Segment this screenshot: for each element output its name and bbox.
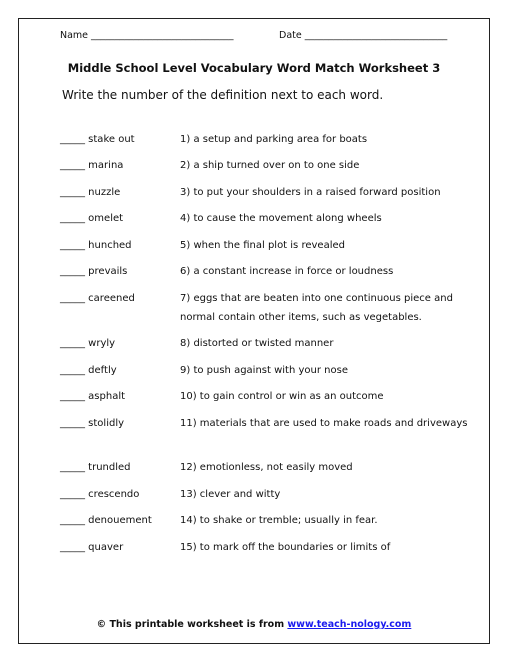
vocab-definition: 15) to mark off the boundaries or limits of: [180, 542, 391, 553]
vocab-word: _____ deftly: [60, 365, 117, 376]
vocab-word: _____ omelet: [60, 213, 124, 224]
date-field: Date ______________________________: [279, 30, 448, 41]
vocab-word: _____ stolidly: [60, 418, 125, 429]
vocab-definition: 6) a constant increase in force or loudness: [180, 266, 394, 277]
vocab-list: [19, 19, 489, 643]
name-field: Name ______________________________: [60, 30, 234, 41]
vocab-word: _____ trundled: [60, 462, 131, 473]
vocab-word: _____ prevails: [60, 266, 128, 277]
vocab-definition: 7) eggs that are beaten into one continuous piece and normal contain other items, such as vegetables.: [180, 293, 453, 323]
vocab-definition: 2) a ship turned over on to one side: [180, 160, 360, 171]
vocab-definition: 13) clever and witty: [180, 489, 281, 500]
vocab-word: _____ nuzzle: [60, 187, 121, 198]
vocab-word: _____ stake out: [60, 134, 135, 145]
vocab-word: _____ quaver: [60, 542, 124, 553]
vocab-word: _____ wryly: [60, 338, 116, 349]
instructions: Write the number of the definition next to each word.: [62, 88, 384, 102]
vocab-definition: 9) to push against with your nose: [180, 365, 348, 376]
vocab-word: _____ asphalt: [60, 391, 126, 402]
footer: [19, 619, 489, 630]
vocab-definition: 1) a setup and parking area for boats: [180, 134, 368, 145]
vocab-word: _____ crescendo: [60, 489, 140, 500]
vocab-definition: 11) materials that are used to make roads and driveways: [180, 418, 468, 429]
vocab-definition: 5) when the final plot is revealed: [180, 240, 345, 251]
worksheet-page: [18, 18, 490, 644]
vocab-word: _____ hunched: [60, 240, 132, 251]
worksheet-title: Middle School Level Vocabulary Word Match Worksheet 3: [67, 61, 441, 75]
footer-text: © This printable worksheet is from: [96, 619, 288, 630]
vocab-word: _____ careened: [60, 293, 135, 304]
vocab-definition: 12) emotionless, not easily moved: [180, 462, 353, 473]
vocab-definition: 14) to shake or tremble; usually in fear.: [180, 515, 378, 526]
vocab-definition: 10) to gain control or win as an outcome: [180, 391, 384, 402]
footer-link[interactable]: www.teach-nology.com: [287, 619, 412, 630]
vocab-word: _____ denouement: [60, 515, 152, 526]
vocab-definition: 8) distorted or twisted manner: [180, 338, 334, 349]
vocab-definition: 3) to put your shoulders in a raised forward position: [180, 187, 441, 198]
vocab-word: _____ marina: [60, 160, 124, 171]
vocab-definition: 4) to cause the movement along wheels: [180, 213, 382, 224]
